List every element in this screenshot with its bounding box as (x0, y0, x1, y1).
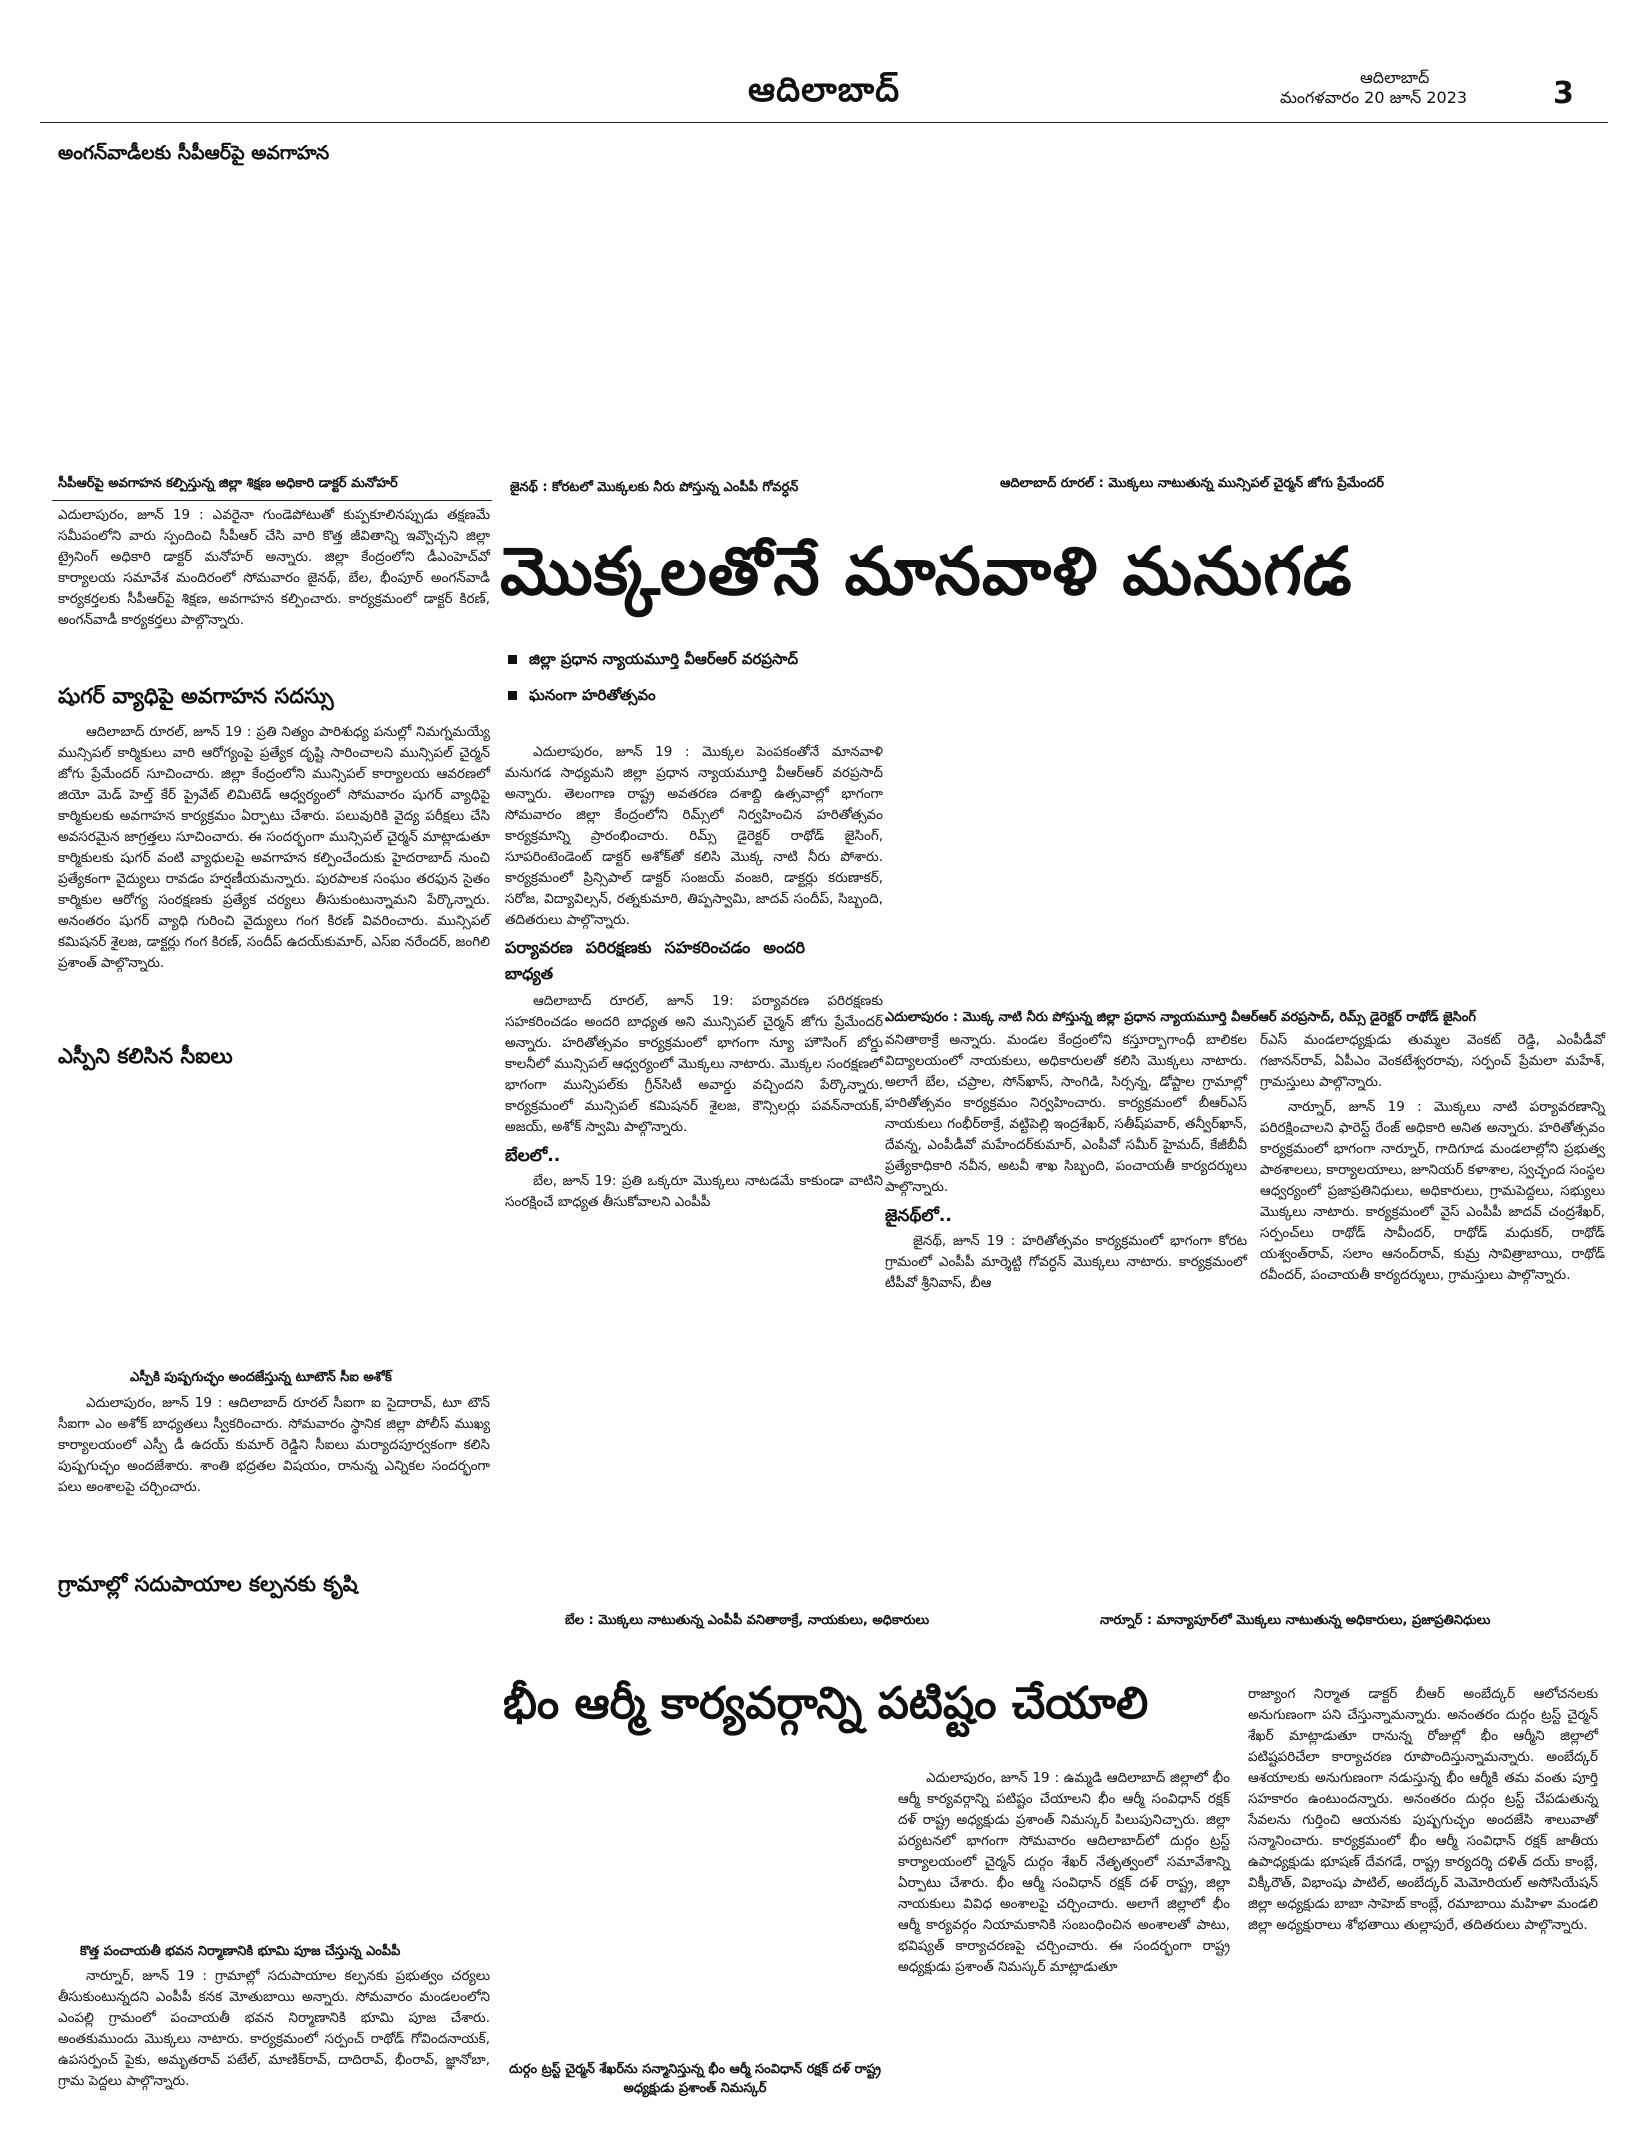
main-story-col1 (505, 742, 883, 1213)
village-photo (58, 1610, 490, 1935)
edulapuram-photo-caption: ఎదులాపురం : మొక్క నాటి నీరు పోస్తున్న జిల్లా ప్రధాన న్యాయమూర్తి వీఆర్‌ఆర్ వరప్రసాద్, రిమ్స్ డైరెక్టర్ రాథోడ్ జైసింగ్ (885, 1010, 1476, 1025)
main-story-para6: ర్‌ఎస్ మండలాధ్యక్షుడు తుమ్మల వెంకట్ రెడ్డి, ఎంపీడీవో గజానన్‌రావ్, ఏపీఎం వెంకటేశ్వరరావు, సర్పంచ్ ప్రేమలా మహేశ్, గ్రామస్తులు పాల్గొన్నారు. (1260, 1032, 1605, 1090)
bullet-text: ఘనంగా హరితోత్సవం (529, 686, 656, 704)
masthead-title: ఆదిలాబాద్ (748, 70, 901, 110)
main-story-para5: జైనథ్, జూన్ 19 : హరితోత్సవం కార్యక్రమంలో భాగంగా కోరట గ్రామంలో ఎంపీపీ మార్శెట్టి గోవర్ధన్ మొక్కలు నాటారు. కార్యక్రమంలో టీపీవో శ్రీనివాస్, బీఆ (885, 1233, 1247, 1291)
sp-story-headline: ఎస్పీని కలిసిన సీఐలు (58, 1044, 233, 1068)
main-story-para2: ఆదిలాబాద్ రూరల్, జూన్ 19: పర్యావరణ పరిరక్షణకు సహకరించడం అందరి బాధ్యత అని మున్సిపల్ చైర్మన్ జోగు ప్రేమేందర్ అన్నారు. హరితోత్సవం కార్యక్రమంలో భాగంగా న్యూ హౌసింగ్ బోర్డు కాలనీలో మున్సిపల్ ఆధ్వర్యంలో మొక్కలు నాటారు. మొక్కల సంరక్షణలో భాగంగా మున్సిపల్‌కు గ్రీన్‌సిటీ అవార్డు వచ్చిందని పేర్కొన్నారు. కార్యక్రమంలో మున్సిపల్ కమిషనర్ శైలజ, కౌన్సిలర్లు పవన్‌నాయక్, అజయ్, అశోక్ స్వామి పాల్గొన్నారు. (505, 993, 883, 1135)
main-story-subhead-bela: బేలలో.. (505, 1146, 561, 1166)
main-story-para7: నార్నూర్, జూన్ 19 : మొక్కలు నాటి పర్యావరణాన్ని పరిరక్షించాలని ఫారెస్ట్ రేంజ్ అధికారి అనిత అన్నారు. హరితోత్సవం కార్యక్రమంలో భాగంగా నార్నూర్, గాదిగూడ మండలాల్లోని ప్రభుత్వ పాఠశాలలు, కార్యాలయాలు, జూనియర్ కళాశాల, స్వచ్ఛంద సంస్థల ఆధ్వర్యంలో ప్రజాప్రతినిధులు, అధికారులు, గ్రామపెద్దలు, సభ్యులు మొక్కలు నాటారు. కార్యక్రమంలో వైస్ ఎంపీపీ జాదవ్ చంద్రశేఖర్, సర్పంచ్‌లు రాథోడ్ సావీందర్, రాథోడ్ మధుకర్, రాథోడ్ యశ్వంత్‌రావ్, సలాం ఆనంద్‌రావ్, కుమ్ర సావిత్రాబాయి, రాథోడ్ రవీందర్, పంచాయతీ కార్యదర్శులు, గ్రామస్తులు పాల్గొన్నారు. (1260, 1099, 1605, 1283)
bheem-story-col2 (1248, 1684, 1598, 1936)
bela-photo-caption: బేల : మొక్కలు నాటుతున్న ఎంపీపీ వనితాఠాక్రే, నాయకులు, అధికారులు (565, 1613, 930, 1628)
bheem-photo (505, 1760, 880, 2050)
main-story-bullets (508, 648, 838, 706)
cpr-story-paragraph: ఎదులాపురం, జూన్ 19 : ఎవరైనా గుండెపోటుతో కుప్పకూలినప్పుడు తక్షణమే సమీపంలోని వారు స్పందించి సీపీఆర్ చేసి వారి కొత్త జీవితాన్ని ఇవ్వొచ్చని జిల్లా ట్రైనింగ్ అధికారి డాక్టర్ మనోహర్ అన్నారు. జిల్లా కేంద్రంలోని డీఎంహెచ్‌వో కార్యాలయ సమావేశ మందిరంలో సోమవారం జైనథ్, బేల, భీంపూర్ అంగన్‌వాడీ కార్యకర్తలకు సీపీఆర్‌పై శిక్షణ, అవగాహన కల్పించారు. కార్యక్రమంలో డాక్టర్ కిరణ్, అంగన్‌వాడీ కార్యకర్తలు పాల్గొన్నారు. (58, 507, 490, 628)
main-story-subhead-jainath: జైనథ్‌లో.. (885, 1206, 952, 1226)
sugar-story-body (58, 722, 490, 974)
main-story-subhead-environment: పర్యావరణ పరిరక్షణకు సహకరించడం అందరి బాధ్యత (505, 938, 805, 983)
bullet-square-icon (508, 691, 517, 700)
edition-name: ఆదిలాబాద్ (1360, 68, 1430, 87)
village-story-body (58, 1966, 490, 2092)
cpr-story-headline: అంగన్‌వాడీలకు సీపీఆర్‌పై అవగాహన (58, 142, 330, 164)
bheem-story-para2: రాజ్యాంగ నిర్మాత డాక్టర్ బీఆర్ అంబేద్కర్ ఆలోచనలకు అనుగుణంగా పని చేస్తున్నామన్నారు. అనంతరం దుర్గం ట్రస్ట్ చైర్మన్ శేఖర్ మాట్లాడుతూ రానున్న రోజుల్లో భీం ఆర్మీని జిల్లాలో పటిష్టపరిచేలా కార్యాచరణ రూపొందిస్తున్నామన్నారు. అంబేద్కర్ ఆశయాలకు అనుగుణంగా నడుస్తున్న భీం ఆర్మీకి తమ వంతు పూర్తి సహకారం ఉంటుందన్నారు. అనంతరం దుర్గం ట్రస్ట్ చేపడుతున్న సేవలను గుర్తించి ఆయనకు పుష్పగుచ్ఛం అందజేసి శాలువాతో సన్మానించారు. కార్యక్రమంలో భీం ఆర్మీ సంవిధాన్ రక్షక్ జాతీయ ఉపాధ్యక్షుడు భూషణ్ దేవగడే, రాష్ట్ర కార్యదర్శి దళిత్ దయ్ కాంబ్లే, విక్కీరౌత్, విభాంషు పాటిల్, అంబేద్కర్ మెమోరియల్ అసోసియేషన్ జిల్లా అధ్యక్షుడు బాబా సాహెబ్ కాంబ్లే, రమాబాయి మహిళా మండలి జిల్లా అధ్యక్షురాలు శోభతాయి తుల్లాపురే, తదితరులు పాల్గొన్నారు. (1248, 1686, 1598, 1933)
issue-date: మంగళవారం 20 జూన్ 2023 (1280, 88, 1468, 107)
jainath-photo-caption: జైనథ్ : కోరటలో మొక్కలకు నీరు పోస్తున్న ఎంపీపీ గోవర్ధన్ (510, 480, 799, 495)
masthead-dateline (1280, 68, 1467, 108)
sp-story-body (58, 1393, 490, 1498)
sp-photo (58, 1080, 490, 1365)
main-story-para3: బేల, జూన్ 19: ప్రతి ఒక్కరూ మొక్కలు నాటడమే కాకుండా వాటిని సంరక్షించే బాధ్యత తీసుకోవాలని ఎంపీపీ (505, 1173, 883, 1210)
bullet-item (508, 648, 838, 670)
top-photos (50, 185, 1598, 465)
main-story-para4: వనితాఠాక్రే అన్నారు. మండల కేంద్రంలోని కస్తూర్బాగాంధీ బాలికల విద్యాలయంలో నాయకులు, అధికారులతో కలిసి మొక్కలు నాటారు. అలాగే బేల, చప్రాల, సోన్‌ఖాస్, సాంగిడి, సిర్సన్న, డోప్టాల గ్రామాల్లో హరితోత్సవం కార్యక్రమం నిర్వహించారు. కార్యక్రమంలో బీఆర్‌ఎస్ నాయకులు గంభీర్‌ఠాక్రే, వట్టిపెల్లి ఇంద్రశేఖర్, సతీష్‌పవార్, తన్వీర్‌ఖాన్, దేవన్న, ఎంపీడీవో మహేందర్‌కుమార్, ఎంపీవో సమీర్ హైమద్, కేజీబీవీ ప్రత్యేకాధికారి నవీన, అటవీ శాఖ సిబ్బంది, పంచాయతీ కార్యదర్శులు పాల్గొన్నారు. (885, 1032, 1247, 1195)
sp-story-paragraph: ఎదులాపురం, జూన్ 19 : ఆదిలాబాద్ రూరల్ సీఐగా ఐ సైదారావ్, టూ టౌన్ సీఐగా ఎం అశోక్ బాధ్యతలు స్వీకరించారు. సోమవారం స్థానిక జిల్లా పోలీస్ ముఖ్య కార్యాలయంలో ఎస్పీ డీ ఉదయ్ కుమార్ రెడ్డిని సీఐలు మర్యాదపూర్వకంగా కలిసి పుష్పగుచ్ఛం అందజేశారు. శాంతి భద్రతల విషయం, రానున్న ఎన్నికల సందర్భంగా పలు అంశాలపై చర్చించారు. (58, 1395, 490, 1495)
village-story-headline: గ్రామాల్లో సదుపాయాల కల్పనకు కృషి (58, 1572, 358, 1596)
bullet-square-icon (508, 655, 517, 664)
page-number: 3 (1553, 76, 1574, 111)
bheem-caption-text: దుర్గం ట్రస్ట్ చైర్మన్ శేఖర్‌ను సన్మానిస్తున్న భీం ఆర్మీ సంవిధాన్ రక్షక్ దళ్ రాష్ట్ర అధ్యక్షుడు ప్రశాంత్ నిమస్కర్ (509, 2062, 881, 2096)
bullet-text: జిల్లా ప్రధాన న్యాయమూర్తి వీఆర్‌ఆర్ వరప్రసాద్ (529, 650, 799, 668)
bullet-item (508, 684, 838, 706)
cpr-photo-caption: సీపీఆర్‌పై అవగాహన కల్పిస్తున్న జిల్లా శిక్షణ అధికారి డాక్టర్ మనోహర్ (58, 476, 398, 491)
main-story-headline: మొక్కలతోనే మానవాళి మనుగడ (500, 532, 1353, 610)
village-photo-caption: కొత్త పంచాయతీ భవన నిర్మాణానికి భూమి పూజ చేస్తున్న ఎంపీపీ (80, 1944, 401, 1959)
main-story-col3 (1260, 1030, 1605, 1286)
masthead-rule (40, 122, 1608, 123)
bheem-photo-caption (505, 2060, 885, 2098)
village-story-paragraph: నార్నూర్, జూన్ 19 : గ్రామాల్లో సదుపాయాల కల్పనకు ప్రభుత్వం చర్యలు తీసుకుంటున్నదని ఎంపీపీ కనక మోతుబాయి అన్నారు. సోమవారం మండలంలోని ఎంపల్లి గ్రామంలో పంచాయతీ భవన నిర్మాణానికి భూమి పూజ చేశారు. అంతకుముందు మొక్కలు నాటారు. కార్యక్రమంలో సర్పంచ్ రాథోడ్ గోవిందనాయక్, ఉపసర్పంచ్ పైకు, అమృతరావ్ పటేల్, మాణిక్‌రావ్, దాదిరావ్, భీంరావ్, జ్ఞానోబా, గ్రామ పెద్దలు పాల్గొన్నారు. (58, 1968, 490, 2089)
main-story-para1: ఎదులాపురం, జూన్ 19 : మొక్కల పెంపకంతోనే మానవాళి మనుగడ సాధ్యమని జిల్లా ప్రధాన న్యాయమూర్తి వీఆర్‌ఆర్ వరప్రసాద్ అన్నారు. తెలంగాణ రాష్ట్ర అవతరణ దశాబ్ది ఉత్సవాల్లో భాగంగా సోమవారం జిల్లా కేంద్రంలోని రిమ్స్‌లో నిర్వహించిన హరితోత్సవం కార్యక్రమాన్ని ప్రారంభించారు. రిమ్స్ డైరెక్టర్ రాథోడ్ జైసింగ్, సూపరింటెండెంట్ డాక్టర్ అశోక్‌తో కలిసి మొక్క నాటి నీరు పోశారు. కార్యక్రమంలో ప్రిన్సిపాల్ డాక్టర్ సంజయ్ వంజరి, డాక్టర్లు కరుణాకర్, సరోజ, విద్యావిల్సన్, రత్నకుమారి, తిప్పస్వామి, జాదవ్ సందీప్, సిబ్బంది, తదితరులు పాల్గొన్నారు. (505, 744, 883, 928)
sp-photo-caption: ఎస్పీకి పుష్పగుచ్ఛం అందజేస్తున్న టూటౌన్ సీఐ అశోక్ (130, 1370, 392, 1385)
bheem-story-col1 (898, 1768, 1230, 1978)
bheem-story-headline: భీం ఆర్మీ కార్యవర్గాన్ని పటిష్టం చేయాలి (503, 1678, 1149, 1729)
sugar-story-paragraph: ఆదిలాబాద్ రూరల్, జూన్ 19 : ప్రతి నిత్యం పారిశుధ్య పనుల్లో నిమగ్నమయ్యే మున్సిపల్ కార్మికులు వారి ఆరోగ్యంపై ప్రత్యేక దృష్టి సారించాలని మున్సిపల్ చైర్మన్ జోగు ప్రేమేందర్ సూచించారు. జిల్లా కేంద్రంలోని మున్సిపల్ కార్యాలయ ఆవరణలో జియో మెడ్ హెల్త్ కేర్ ప్రైవేట్ లిమిటెడ్ ఆధ్వర్యంలో సోమవారం షుగర్ వ్యాధిపై కార్మికులకు అవగాహన కార్యక్రమం ఏర్పాటు చేశారు. పలువురికి వైద్య పరీక్షలు చేసి అవసరమైన జాగ్రత్తలు సూచించారు. ఈ సందర్భంగా మున్సిపల్ చైర్మన్ మాట్లాడుతూ కార్మికులకు షుగర్ వంటి వ్యాధులపై అవగాహన కల్పించేందుకు హైదరాబాద్ నుంచి ప్రత్యేకంగా వైద్యులు రావడం హర్షణీయమన్నారు. పురపాలక సంఘం తరఫున సైతం కార్మికుల ఆరోగ్య సంరక్షణకు ప్రత్యేక చర్యలు తీసుకుంటున్నామని పేర్కొన్నారు. అనంతరం షుగర్ వ్యాధి గురించి వైద్యులు గంగ కిరణ్ వివరించారు. మున్సిపల్ కమిషనర్ శైలజ, డాక్టర్లు గంగ కిరణ్, సందీప్ ఉదయ్‌కుమార్, ఎస్‌ఐ నరేందర్, జంగిలి ప్రశాంత్ పాల్గొన్నారు. (58, 724, 490, 971)
bheem-story-para1: ఎదులాపురం, జూన్ 19 : ఉమ్మడి ఆదిలాబాద్ జిల్లాలో భీం ఆర్మీ కార్యవర్గాన్ని పటిష్టం చేయాలని భీం ఆర్మీ సంవిధాన్ రక్షక్ దళ్ రాష్ట్ర అధ్యక్షుడు ప్రశాంత్ నిమస్కర్ పిలుపునిచ్చారు. జిల్లా పర్యటనలో భాగంగా సోమవారం ఆదిలాబాద్‌లో దుర్గం ట్రస్ట్ కార్యాలయంలో చైర్మన్ దుర్గం శేఖర్ నేతృత్వంలో సమావేశాన్ని ఏర్పాటు చేశారు. భీం ఆర్మీ సంవిధాన్ రక్షక్ దళ్ రాష్ట్ర, జిల్లా నాయకులు వివిధ అంశాలపై చర్చించారు. అలాగే జిల్లాలో భీం ఆర్మీ కార్యవర్గం నియామకానికి సంబంధించిన అంశాలతో పాటు, భవిష్యత్ కార్యాచరణపై చర్చించారు. ఈ సందర్భంగా రాష్ట్ర అధ్యక్షుడు ప్రశాంత్ నిమస్కర్ మాట్లాడుతూ (898, 1770, 1230, 1975)
adilabad-rural-photo-caption: ఆదిలాబాద్ రూరల్ : మొక్కలు నాటుతున్న మున్సిపల్ చైర్మన్ జోగు ప్రేమేందర్ (1000, 476, 1384, 491)
caption-rule (52, 500, 492, 501)
sugar-story-headline: షుగర్ వ్యాధిపై అవగాహన సదస్సు (58, 684, 334, 708)
narnoor-photo-caption: నార్నూర్ : మాన్యాపూర్‌లో మొక్కలు నాటుతున్న అధికారులు, ప్రజాప్రతినిధులు (1100, 1613, 1491, 1628)
cpr-story-body (58, 505, 490, 631)
main-story-col2 (885, 1030, 1247, 1294)
